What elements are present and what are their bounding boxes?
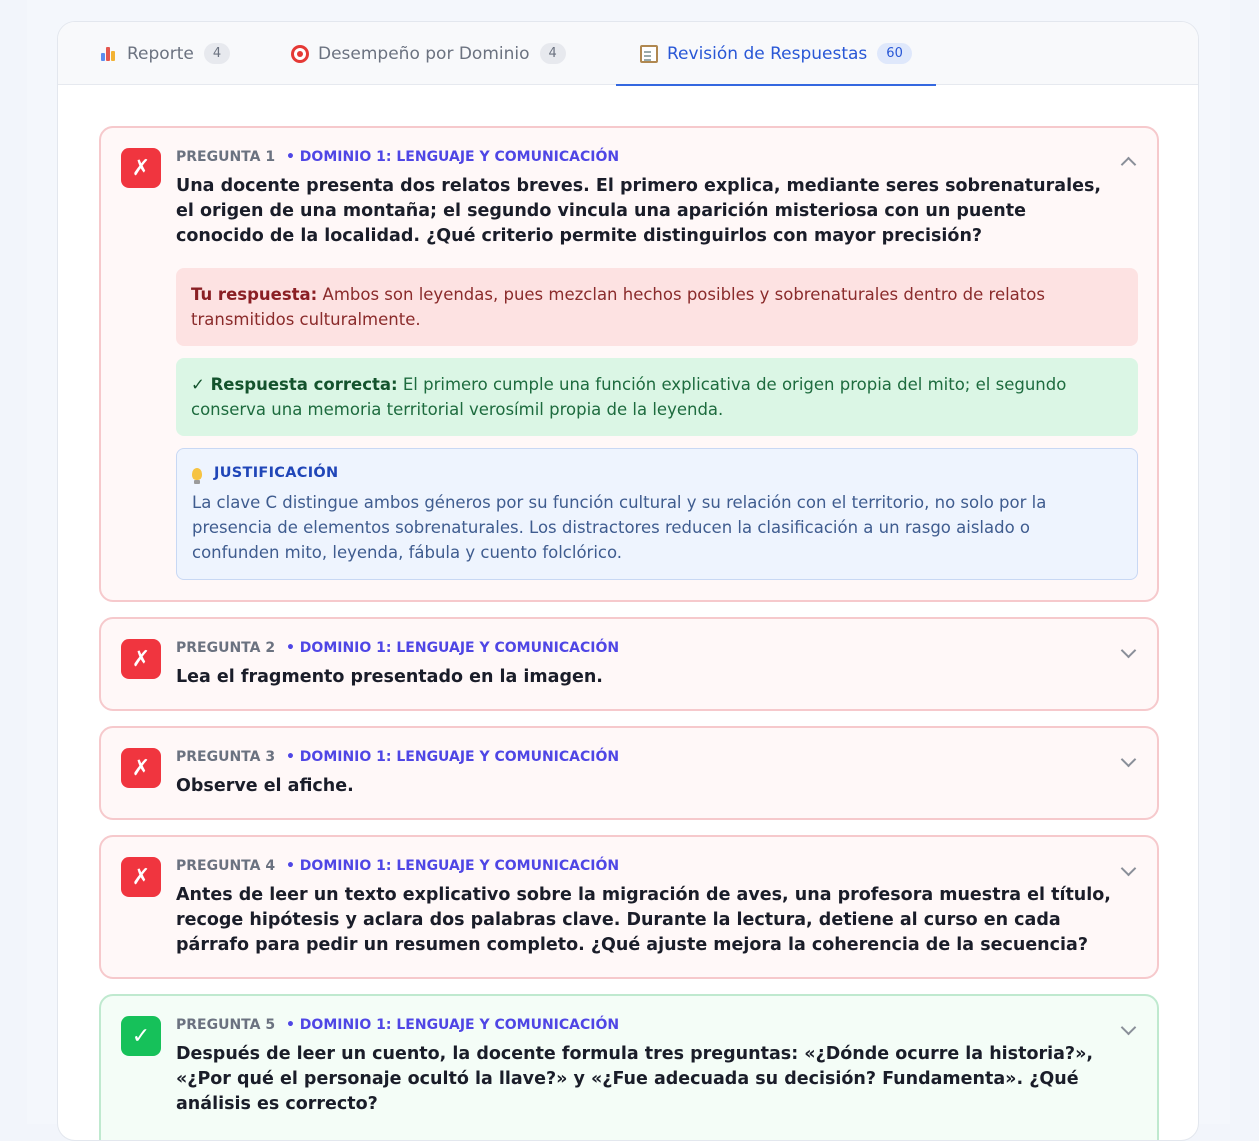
chevron-down-icon[interactable] [1121, 645, 1135, 659]
question-header [176, 749, 619, 765]
question-text: Una docente presenta dos relatos breves. El primero explica, mediante seres sobrenaturales, el origen de una montaña; el segundo vincula una aparición misteriosa con un puente conocido de la localidad. ¿Qué criterio permite distinguirlos con mayor precisión? [176, 176, 1102, 246]
question-domain: • DOMINIO 1: LENGUAJE Y COMUNICACIÓN [285, 1017, 620, 1033]
question-number: PREGUNTA 2 [176, 640, 276, 656]
justification-title [192, 461, 1122, 486]
question-domain: • DOMINIO 1: LENGUAJE Y COMUNICACIÓN [285, 749, 620, 765]
chevron-up-icon[interactable] [1121, 154, 1135, 168]
question-number: PREGUNTA 5 [176, 1017, 276, 1033]
question-card[interactable] [99, 126, 1159, 602]
target-icon [291, 45, 309, 63]
question-card[interactable] [99, 835, 1159, 979]
question-text: Observe el afiche. [176, 776, 354, 796]
justification-title-text: JUSTIFICACIÓN [214, 465, 339, 481]
tab-desempeno-por-dominio[interactable] [291, 22, 566, 85]
question-domain: • DOMINIO 1: LENGUAJE Y COMUNICACIÓN [285, 640, 620, 656]
correct-answer-label: ✓ Respuesta correcta: [191, 375, 398, 394]
tab-bar [58, 22, 1198, 85]
question-domain: • DOMINIO 1: LENGUAJE Y COMUNICACIÓN [285, 858, 620, 874]
question-domain: • DOMINIO 1: LENGUAJE Y COMUNICACIÓN [285, 149, 620, 165]
question-text: Después de leer un cuento, la docente formula tres preguntas: «¿Dónde ocurre la historia?», «¿Por qué el personaje ocultó la llave?» y «¿Fue adecuada su decisión? Fundamenta». ¿Qué análisis es correcto? [176, 1044, 1094, 1114]
results-panel [57, 21, 1199, 1141]
question-header [176, 1017, 619, 1033]
your-answer-label: Tu respuesta: [191, 285, 318, 304]
question-text: Lea el fragmento presentado en la imagen. [176, 667, 603, 687]
tab-label: Desempeño por Dominio [318, 43, 530, 64]
chevron-down-icon[interactable] [1121, 863, 1135, 877]
correct-answer-box [176, 358, 1138, 436]
tab-revision-de-respuestas[interactable] [616, 22, 936, 85]
bar-chart-icon [100, 45, 118, 63]
question-number: PREGUNTA 4 [176, 858, 276, 874]
question-card[interactable] [99, 726, 1159, 820]
justification-text: La clave C distingue ambos géneros por su función cultural y su relación con el territorio, no solo por la presencia de elementos sobrenaturales. Los distractores reducen la clasificación a un rasgo aislado o confunden mito, leyenda, fábula y cuento folclórico. [192, 493, 1047, 562]
question-number: PREGUNTA 3 [176, 749, 276, 765]
question-card[interactable] [99, 994, 1159, 1141]
tab-label: Reporte [127, 43, 194, 64]
tab-reporte[interactable] [100, 22, 230, 85]
lightbulb-icon [192, 468, 202, 480]
correct-answer-text: El primero cumple una función explicativa de origen propia del mito; el segundo conserva una memoria territorial verosímil propia de la leyenda. [191, 375, 1067, 419]
incorrect-icon: ✗ [121, 639, 161, 679]
your-answer-box [176, 268, 1138, 346]
incorrect-icon: ✗ [121, 748, 161, 788]
incorrect-icon: ✗ [121, 148, 161, 188]
question-text: Antes de leer un texto explicativo sobre la migración de aves, una profesora muestra el título, recoge hipótesis y aclara dos palabras clave. Durante la lectura, detiene al curso en cada párrafo para pedir un resumen completo. ¿Qué ajuste mejora la coherencia de la secuencia? [176, 885, 1111, 955]
tab-count-badge: 60 [877, 43, 912, 64]
tab-count-badge: 4 [540, 43, 566, 64]
question-header [176, 149, 619, 165]
correct-icon: ✓ [121, 1016, 161, 1056]
justification-box [176, 448, 1138, 580]
tab-count-badge: 4 [204, 43, 230, 64]
chevron-down-icon[interactable] [1121, 754, 1135, 768]
question-number: PREGUNTA 1 [176, 149, 276, 165]
clipboard-icon [640, 45, 658, 63]
your-answer-text: Ambos son leyendas, pues mezclan hechos posibles y sobrenaturales dentro de relatos transmitidos culturalmente. [191, 285, 1045, 329]
chevron-down-icon[interactable] [1121, 1022, 1135, 1036]
incorrect-icon: ✗ [121, 857, 161, 897]
question-card[interactable] [99, 617, 1159, 711]
question-header [176, 640, 619, 656]
tab-label: Revisión de Respuestas [667, 43, 868, 64]
question-header [176, 858, 619, 874]
